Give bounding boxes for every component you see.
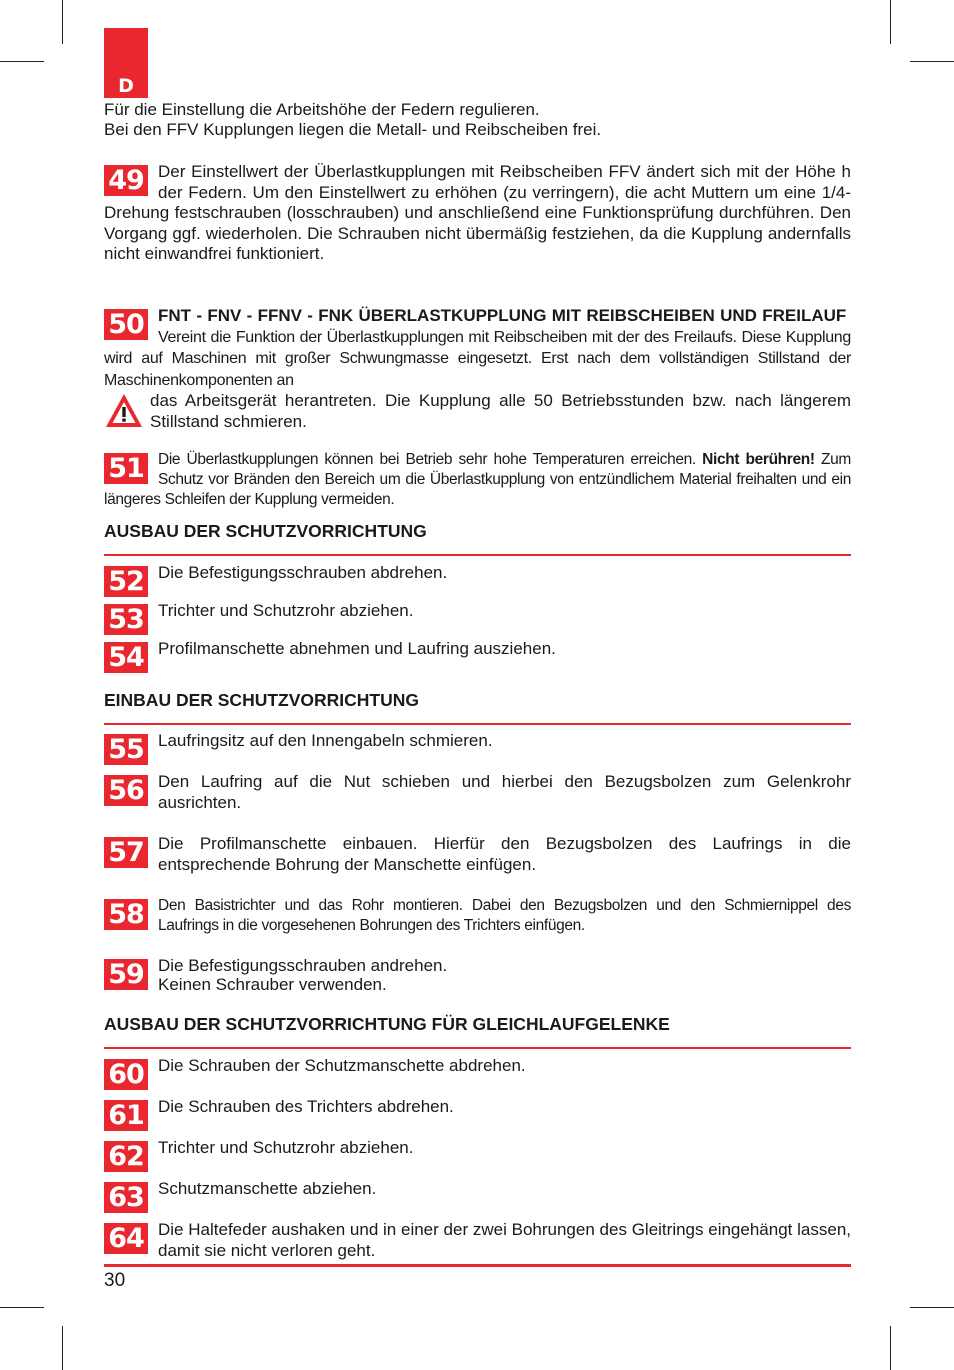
step-60 [104, 1056, 851, 1090]
language-tab: D [104, 28, 148, 98]
step-text-line: Die Befestigungsschrauben andrehen. [158, 956, 448, 975]
step-number: 63 [104, 1182, 148, 1213]
intro-line: Bei den FFV Kupplungen liegen die Metall- und Reibscheiben frei. [104, 120, 602, 139]
step-57 [104, 834, 851, 875]
step-text: Schutzmanschette abziehen. [158, 1179, 377, 1198]
step-text: Den Laufring auf die Nut schieben und hierbei den Bezugsbolzen zum Gelenkrohr ausrichten. [158, 772, 851, 812]
step-51 [104, 450, 851, 510]
step-text-line: Keinen Schrauber verwenden. [158, 975, 387, 994]
step-number: 51 [104, 453, 148, 484]
step-61 [104, 1097, 851, 1131]
crop-mark [910, 1307, 954, 1308]
section-heading-cv-joints: AUSBAU DER SCHUTZVORRICHTUNG FÜR GLEICHLAUFGELENKE [104, 1014, 851, 1049]
step-body: Vereint die Funktion der Überlastkupplungen mit Reibscheiben mit der des Freilaufs. Diese Kupplung wird auf Maschinen mit großer Schwungmasse eingesetzt. Erst nach dem vollständigen Stillstand der Maschinenkomponenten an [104, 328, 851, 389]
step-49 [104, 162, 851, 265]
step-title: FNT - FNV - FFNV - FNK ÜBERLASTKUPPLUNG MIT REIBSCHEIBEN UND FREILAUF [158, 306, 847, 325]
step-text-part: Die Überlastkupplungen können bei Betrieb sehr hohe Temperaturen erreichen. [158, 451, 696, 468]
step-text: Der Einstellwert der Überlastkupplungen mit Reibscheiben FFV ändert sich mit der Höhe h der Federn. Um den Einstellwert zu erhöhen (zu verringern), die acht Muttern um eine 1/4-Drehung festschrauben (losschrauben) und anschließend eine Funktionsprüfung durchführen. Den Vorgang ggf. wiederholen. Die Schrauben nicht übermäßig festziehen, da die Kupplung andernfalls nicht einwandfrei funktioniert. [104, 162, 851, 263]
step-number: 52 [104, 566, 148, 597]
step-number: 56 [104, 775, 148, 806]
warning-bold: Nicht berühren! [702, 451, 815, 468]
step-text: Trichter und Schutzrohr abziehen. [158, 601, 414, 620]
section-heading-removal: AUSBAU DER SCHUTZVORRICHTUNG [104, 521, 851, 556]
intro-line: Für die Einstellung die Arbeitshöhe der Federn regulieren. [104, 100, 540, 119]
page-number: 30 [104, 1270, 126, 1291]
step-text: Profilmanschette abnehmen und Laufring ausziehen. [158, 639, 556, 658]
step-number: 53 [104, 604, 148, 635]
step-55 [104, 731, 851, 765]
step-text-part: Zum Schutz vor Bränden den Bereich um die Überlastkupplung von entzündlichem Material freihalten und ein längeres Schleifen der Kupplung vermeiden. [104, 451, 851, 508]
step-number: 49 [104, 165, 148, 196]
step-number: 60 [104, 1059, 148, 1090]
step-text [104, 450, 851, 510]
step-62 [104, 1138, 851, 1172]
crop-mark [62, 1326, 63, 1370]
step-text: Die Profilmanschette einbauen. Hierfür den Bezugsbolzen des Laufrings in die entsprechende Bohrung der Manschette einfügen. [158, 834, 851, 874]
step-text: Die Haltefeder aushaken und in einer der zwei Bohrungen des Gleitrings eingehängt lassen, damit sie nicht verloren geht. [158, 1220, 851, 1260]
section-heading-install: EINBAU DER SCHUTZVORRICHTUNG [104, 690, 851, 725]
warning-triangle-icon [104, 391, 144, 431]
step-number: 59 [104, 959, 148, 990]
crop-mark [62, 0, 63, 44]
step-text: Den Basistrichter und das Rohr montieren. Dabei den Bezugsbolzen und den Schmiernippel des Laufrings in die vorgesehenen Bohrungen des Trichters einfügen. [158, 897, 851, 934]
step-text [104, 956, 851, 994]
step-text: Die Schrauben der Schutzmanschette abdrehen. [158, 1056, 526, 1075]
crop-mark [0, 1307, 44, 1308]
step-text [104, 306, 851, 391]
step-text: Trichter und Schutzrohr abziehen. [158, 1138, 414, 1157]
crop-mark [890, 0, 891, 44]
step-52 [104, 563, 851, 597]
step-text: Die Befestigungsschrauben abdrehen. [158, 563, 448, 582]
step-number: 54 [104, 642, 148, 673]
bottom-rule [104, 1264, 851, 1267]
step-63 [104, 1179, 851, 1213]
step-number: 58 [104, 899, 148, 930]
step-number: 55 [104, 734, 148, 765]
step-number: 62 [104, 1141, 148, 1172]
step-59 [104, 956, 851, 994]
intro-text [104, 100, 851, 140]
step-number: 64 [104, 1223, 148, 1254]
step-54 [104, 639, 851, 673]
step-64 [104, 1220, 851, 1261]
step-58 [104, 896, 851, 936]
crop-mark [910, 61, 954, 62]
step-number: 61 [104, 1100, 148, 1131]
step-text: Laufringsitz auf den Innengabeln schmieren. [158, 731, 493, 750]
step-number: 50 [104, 309, 148, 340]
warning-block [104, 391, 851, 432]
warning-text: das Arbeitsgerät herantreten. Die Kupplung alle 50 Betriebsstunden bzw. nach längerem Stillstand schmieren. [150, 391, 851, 431]
step-text: Die Schrauben des Trichters abdrehen. [158, 1097, 454, 1116]
crop-mark [890, 1326, 891, 1370]
step-number: 57 [104, 837, 148, 868]
step-56 [104, 772, 851, 813]
step-53 [104, 601, 851, 635]
crop-mark [0, 61, 44, 62]
step-50 [104, 306, 851, 432]
